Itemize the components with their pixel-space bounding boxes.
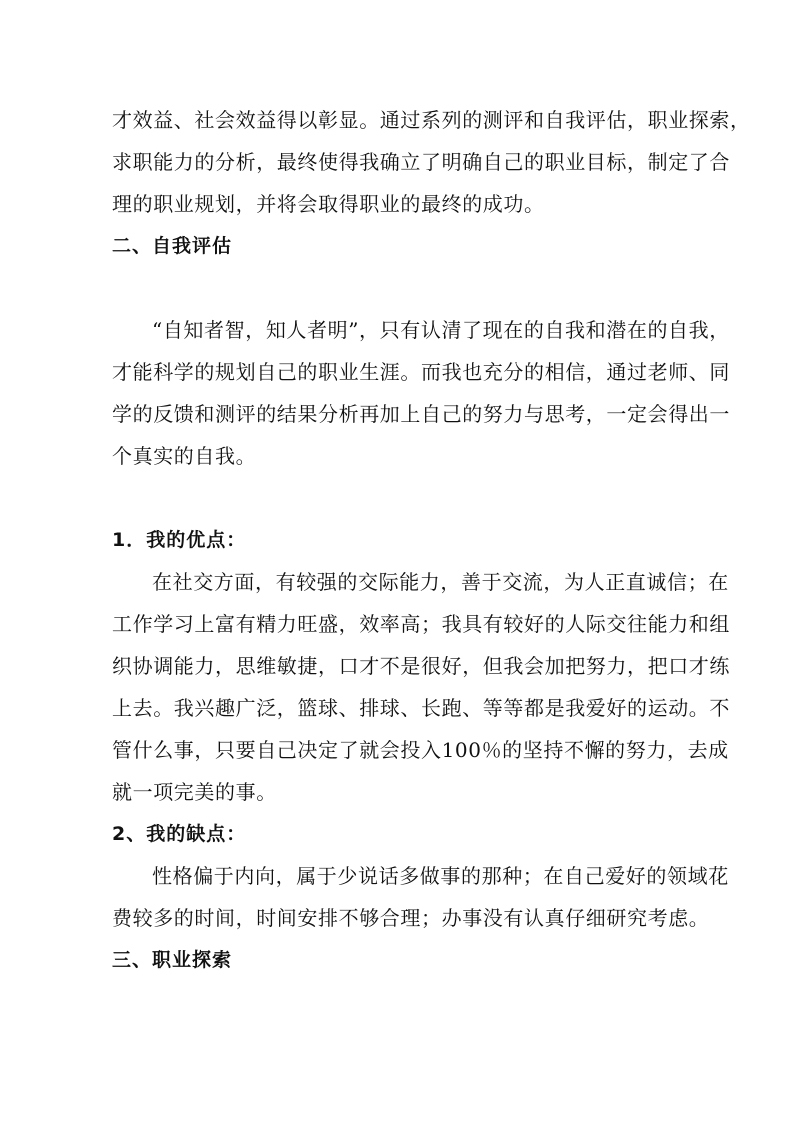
paragraph-line: 才效益、社会效益得以彰显。通过系列的测评和自我评估，职业探索， <box>112 108 751 132</box>
paragraph-line: 理的职业规划，并将会取得职业的最终的成功。 <box>112 192 545 216</box>
paragraph-line: 求职能力的分析，最终使得我确立了明确自己的职业目标，制定了合 <box>112 150 730 174</box>
paragraph-line: 管什么事，只要自己决定了就会投入100％的坚持不懈的努力，去成 <box>112 738 729 762</box>
subsection-heading: 1．我的优点： <box>112 529 247 551</box>
paragraph-line: 工作学习上富有精力旺盛，效率高；我具有较好的人际交往能力和组 <box>112 612 730 636</box>
section-heading: 三、职业探索 <box>112 949 233 971</box>
paragraph-line: 费较多的时间，时间安排不够合理；办事没有认真仔细研究考虑。 <box>112 906 710 930</box>
paragraph-line: 上去。我兴趣广泛，篮球、排球、长跑、等等都是我爱好的运动。不 <box>112 696 730 720</box>
section-heading: 二、自我评估 <box>112 235 233 257</box>
paragraph-line: 才能科学的规划自己的职业生涯。而我也充分的相信，通过老师、同 <box>112 360 730 384</box>
paragraph-line: 性格偏于内向，属于少说话多做事的那种；在自己爱好的领域花 <box>152 864 729 888</box>
paragraph-line: 在社交方面，有较强的交际能力，善于交流，为人正直诚信；在 <box>152 570 729 594</box>
subsection-heading: 2、我的缺点： <box>112 823 247 845</box>
paragraph-line: 个真实的自我。 <box>112 444 257 468</box>
paragraph-line: 织协调能力，思维敏捷，口才不是很好，但我会加把努力，把口才练 <box>112 654 730 678</box>
paragraph-line: “自知者智，知人者明”，只有认清了现在的自我和潜在的自我， <box>152 318 730 342</box>
paragraph-line: 学的反馈和测评的结果分析再加上自己的努力与思考，一定会得出一 <box>112 402 730 426</box>
paragraph-line: 就一项完美的事。 <box>112 780 277 804</box>
